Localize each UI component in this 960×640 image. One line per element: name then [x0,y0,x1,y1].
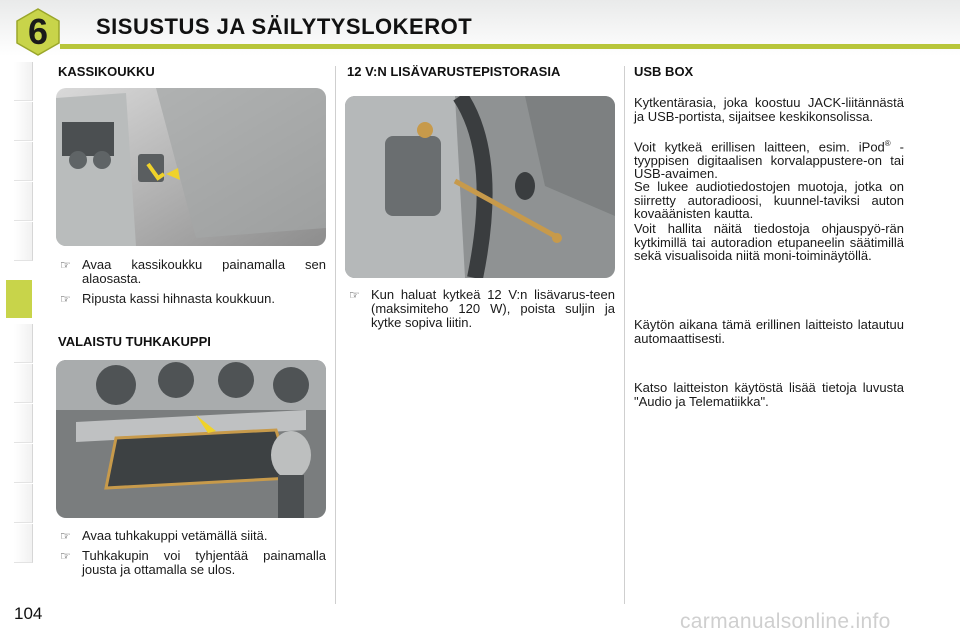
usb-paragraph-3: Se lukee audiotiedostojen muotoja, jotka on siirretty autoradioosi, kuunnel-taviksi auton kovaäänisten kautta. [634,179,904,221]
usb-paragraph-6: Katso laitteiston käytöstä lisää tietoja luvusta "Audio ja Telematiikka". [634,380,904,409]
usb-paragraph-2-end: -tyyppisen digitaalisen korvalappustere-on tai USB-avaimen. [634,139,904,182]
list-item [58,292,326,306]
side-tab-4[interactable] [14,182,33,221]
registered-mark: ® [884,139,891,148]
bullet-text: Avaa tuhkakuppi vetämällä siitä. [82,528,268,543]
side-tab-1[interactable] [14,62,33,101]
side-tab-8[interactable] [14,364,33,403]
side-tab-9[interactable] [14,404,33,443]
header-accent-line [60,44,960,49]
kassikoukku-bullets [58,258,326,312]
side-tab-6-active[interactable] [6,280,32,318]
list-item [58,258,326,286]
side-tab-12[interactable] [14,524,33,563]
bullet-text: Tuhkakupin voi tyhjentää painamalla jousta ja ottamalla se ulos. [82,548,326,577]
bag-hook-photo [56,88,326,246]
usb-paragraph-1: Kytkentärasia, joka koostuu JACK-liitännästä ja USB-portista, sijaitsee keskikonsolissa. [634,95,904,124]
usb-paragraph-4: Voit hallita näitä tiedostoja ohjauspyö-rän kytkimillä tai autoradion etupaneelin säätimillä sekä visualisoida niitä moni-toiminäytöllä. [634,221,904,263]
power-socket-photo [345,96,615,278]
pistorasia-title: 12 V:N LISÄVARUSTEPISTORASIA [347,64,561,79]
pointing-hand-icon: ☞ [60,549,71,563]
watermark: carmanualsonline.info [680,610,891,633]
usb-box-title: USB BOX [634,64,694,79]
pointing-hand-icon: ☞ [349,288,360,302]
chapter-number: 6 [27,11,49,52]
chapter-side-tabs [0,62,34,582]
side-tab-11[interactable] [14,484,33,523]
usb-paragraph-2-start: Voit kytkeä erillisen laitteen, esim. iPod [634,139,885,155]
side-tab-10[interactable] [14,444,33,483]
usb-paragraph-2 [634,137,904,181]
column-divider-2 [624,66,625,604]
pointing-hand-icon: ☞ [60,292,71,306]
pointing-hand-icon: ☞ [60,258,71,272]
usb-paragraph-5: Käytön aikana tämä erillinen laitteisto latautuu automaattisesti. [634,317,904,346]
list-item [347,288,615,330]
list-item [58,529,326,543]
pistorasia-bullets [347,288,615,336]
valaistu-bullets [58,529,326,583]
bullet-text: Kun haluat kytkeä 12 V:n lisävarus-teen (maksimiteho 120 W), poista suljin ja kytke sopiva liitin. [371,287,615,330]
bullet-text: Ripusta kassi hihnasta koukkuun. [82,291,275,306]
valaistu-title: VALAISTU TUHKAKUPPI [58,334,211,349]
side-tab-2[interactable] [14,102,33,141]
side-tab-3[interactable] [14,142,33,181]
page-number: 104 [14,604,43,623]
list-item [58,549,326,577]
side-tab-5[interactable] [14,222,33,261]
bullet-text: Avaa kassikoukku painamalla sen alaosasta. [82,257,326,286]
page-title: SISUSTUS JA SÄILYTYSLOKEROT [96,14,473,39]
kassikoukku-title: KASSIKOUKKU [58,64,155,79]
side-tab-7[interactable] [14,324,33,363]
column-divider-1 [335,66,336,604]
pointing-hand-icon: ☞ [60,529,71,543]
ashtray-photo [56,360,326,518]
